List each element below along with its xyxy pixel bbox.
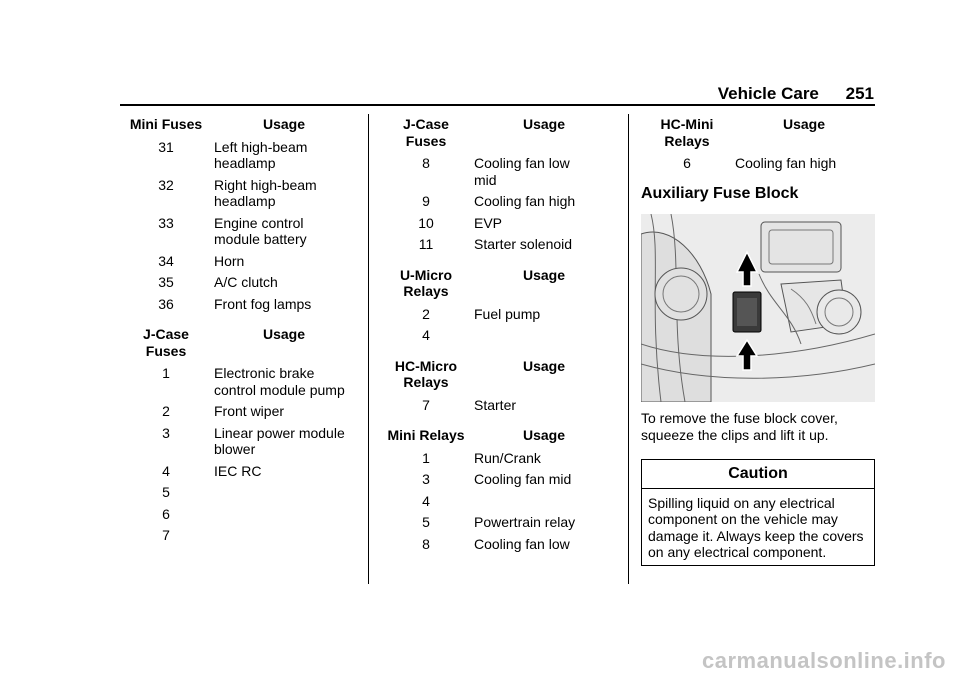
row-number: 35 bbox=[158, 274, 174, 290]
table-row bbox=[380, 327, 616, 344]
table-row bbox=[120, 425, 356, 458]
header-id: Mini Relays bbox=[387, 427, 465, 443]
row-number: 4 bbox=[162, 462, 170, 479]
row-usage bbox=[212, 484, 356, 501]
header-usage: Usage bbox=[782, 116, 826, 132]
row-number: 6 bbox=[162, 505, 170, 522]
u-micro-relays-table bbox=[380, 267, 616, 344]
table-row bbox=[380, 514, 616, 531]
table-row bbox=[380, 536, 616, 553]
row-number: 1 bbox=[162, 365, 170, 381]
table-row bbox=[120, 527, 356, 544]
table-row bbox=[380, 236, 616, 253]
row-number: 34 bbox=[158, 252, 174, 269]
table-header bbox=[380, 116, 616, 149]
row-usage: Cooling fan low bbox=[474, 535, 570, 552]
table-header bbox=[380, 427, 616, 444]
row-usage: Horn bbox=[214, 252, 245, 269]
row-number: 9 bbox=[422, 193, 430, 209]
row-number: 8 bbox=[422, 155, 430, 171]
row-usage: Linear power module blower bbox=[214, 424, 345, 457]
mini-relays-table bbox=[380, 427, 616, 552]
row-number: 4 bbox=[422, 327, 430, 343]
row-usage: Left high-beam headlamp bbox=[214, 138, 308, 171]
row-number: 36 bbox=[158, 295, 174, 312]
row-usage: Cooling fan low mid bbox=[474, 155, 570, 188]
table-row bbox=[380, 193, 616, 210]
mini-fuses-table bbox=[120, 116, 356, 312]
row-usage bbox=[212, 527, 356, 544]
row-usage: Engine control module battery bbox=[214, 214, 307, 247]
header-id: J-Case Fuses bbox=[403, 116, 449, 149]
row-usage: Starter solenoid bbox=[474, 236, 573, 252]
row-number: 5 bbox=[422, 514, 430, 530]
row-number: 10 bbox=[418, 214, 434, 231]
row-number: 7 bbox=[162, 527, 170, 543]
row-usage bbox=[212, 506, 356, 523]
caution-text: Spilling liquid on any electrical component on the vehicle may damage it. Always keep the covers on any electrical component. bbox=[648, 494, 864, 560]
row-usage: Powertrain relay bbox=[474, 514, 576, 530]
header-usage: Usage bbox=[522, 357, 566, 374]
row-usage: Run/Crank bbox=[474, 449, 541, 466]
column-divider-2 bbox=[628, 114, 629, 584]
table-header bbox=[120, 116, 356, 133]
figure-caption: To remove the fuse block cover, squeeze the clips and lift it up. bbox=[641, 410, 838, 443]
table-row bbox=[120, 139, 356, 172]
row-number: 32 bbox=[158, 176, 174, 193]
header-id: J-Case Fuses bbox=[143, 326, 189, 359]
table-row bbox=[120, 215, 356, 248]
table-row bbox=[380, 493, 616, 510]
header-id: Mini Fuses bbox=[129, 116, 203, 132]
hc-mini-relays-table bbox=[641, 116, 875, 172]
table-row bbox=[120, 365, 356, 398]
row-number: 3 bbox=[162, 424, 170, 441]
column-3 bbox=[641, 116, 875, 566]
row-number: 3 bbox=[422, 471, 430, 487]
table-header bbox=[641, 116, 875, 149]
row-usage: Starter bbox=[474, 396, 517, 413]
header-usage: Usage bbox=[522, 427, 566, 443]
row-usage bbox=[472, 493, 616, 510]
table-row bbox=[120, 484, 356, 501]
header-id: HC-Mini Relays bbox=[660, 116, 714, 149]
caution-title: Caution bbox=[642, 460, 874, 489]
column-2 bbox=[380, 116, 616, 557]
row-usage bbox=[472, 327, 616, 344]
header-id: U-Micro Relays bbox=[399, 266, 453, 299]
page-header bbox=[0, 84, 874, 104]
header-usage: Usage bbox=[262, 326, 306, 342]
fuse-block-diagram bbox=[641, 214, 875, 402]
row-usage: Electronic brake control module pump bbox=[214, 365, 345, 398]
row-usage: A/C clutch bbox=[214, 274, 278, 290]
table-row bbox=[380, 471, 616, 488]
table-row bbox=[380, 306, 616, 323]
table-row bbox=[120, 296, 356, 313]
table-row bbox=[120, 506, 356, 523]
header-usage: Usage bbox=[522, 116, 566, 132]
table-row bbox=[120, 177, 356, 210]
hc-micro-relays-table bbox=[380, 358, 616, 414]
table-header bbox=[120, 326, 356, 359]
page-number: 251 bbox=[845, 84, 874, 103]
row-usage: IEC RC bbox=[214, 462, 262, 479]
row-usage: Front wiper bbox=[214, 403, 285, 419]
table-row bbox=[120, 463, 356, 480]
table-row bbox=[380, 155, 616, 188]
header-usage: Usage bbox=[522, 266, 566, 283]
header-id: HC-Micro Relays bbox=[394, 357, 458, 390]
table-row bbox=[120, 274, 356, 291]
row-number: 2 bbox=[422, 305, 430, 322]
row-number: 31 bbox=[158, 138, 174, 155]
table-row bbox=[380, 397, 616, 414]
column-1 bbox=[120, 116, 356, 549]
watermark: carmanualsonline.info bbox=[702, 648, 946, 673]
row-usage: Right high-beam headlamp bbox=[214, 176, 317, 209]
row-number: 7 bbox=[422, 396, 430, 413]
table-row bbox=[120, 403, 356, 420]
section-title: Vehicle Care bbox=[717, 84, 819, 103]
caution-box bbox=[641, 459, 875, 566]
row-usage: Cooling fan mid bbox=[474, 471, 572, 487]
j-case-fuses-table-continued bbox=[380, 116, 616, 253]
row-number: 33 bbox=[158, 214, 174, 231]
engine-bay-illustration bbox=[641, 214, 875, 402]
row-number: 2 bbox=[162, 403, 170, 419]
row-usage: Cooling fan high bbox=[474, 193, 576, 209]
row-number: 5 bbox=[162, 484, 170, 500]
j-case-fuses-table bbox=[120, 326, 356, 544]
table-header bbox=[380, 267, 616, 300]
table-row bbox=[120, 253, 356, 270]
row-number: 6 bbox=[683, 155, 691, 171]
row-usage: Cooling fan high bbox=[735, 155, 837, 171]
row-usage: Front fog lamps bbox=[214, 295, 312, 312]
row-number: 4 bbox=[422, 492, 430, 509]
header-usage: Usage bbox=[262, 116, 306, 132]
table-row bbox=[380, 450, 616, 467]
row-number: 8 bbox=[422, 535, 430, 552]
table-header bbox=[380, 358, 616, 391]
row-number: 11 bbox=[418, 236, 434, 252]
table-row bbox=[641, 155, 875, 172]
row-number: 1 bbox=[422, 449, 430, 466]
column-divider-1 bbox=[368, 114, 369, 584]
table-row bbox=[380, 215, 616, 232]
row-usage: Fuel pump bbox=[474, 305, 541, 322]
row-usage: EVP bbox=[474, 214, 503, 231]
auxiliary-fuse-block-heading: Auxiliary Fuse Block bbox=[641, 184, 799, 202]
header-rule bbox=[120, 104, 875, 106]
